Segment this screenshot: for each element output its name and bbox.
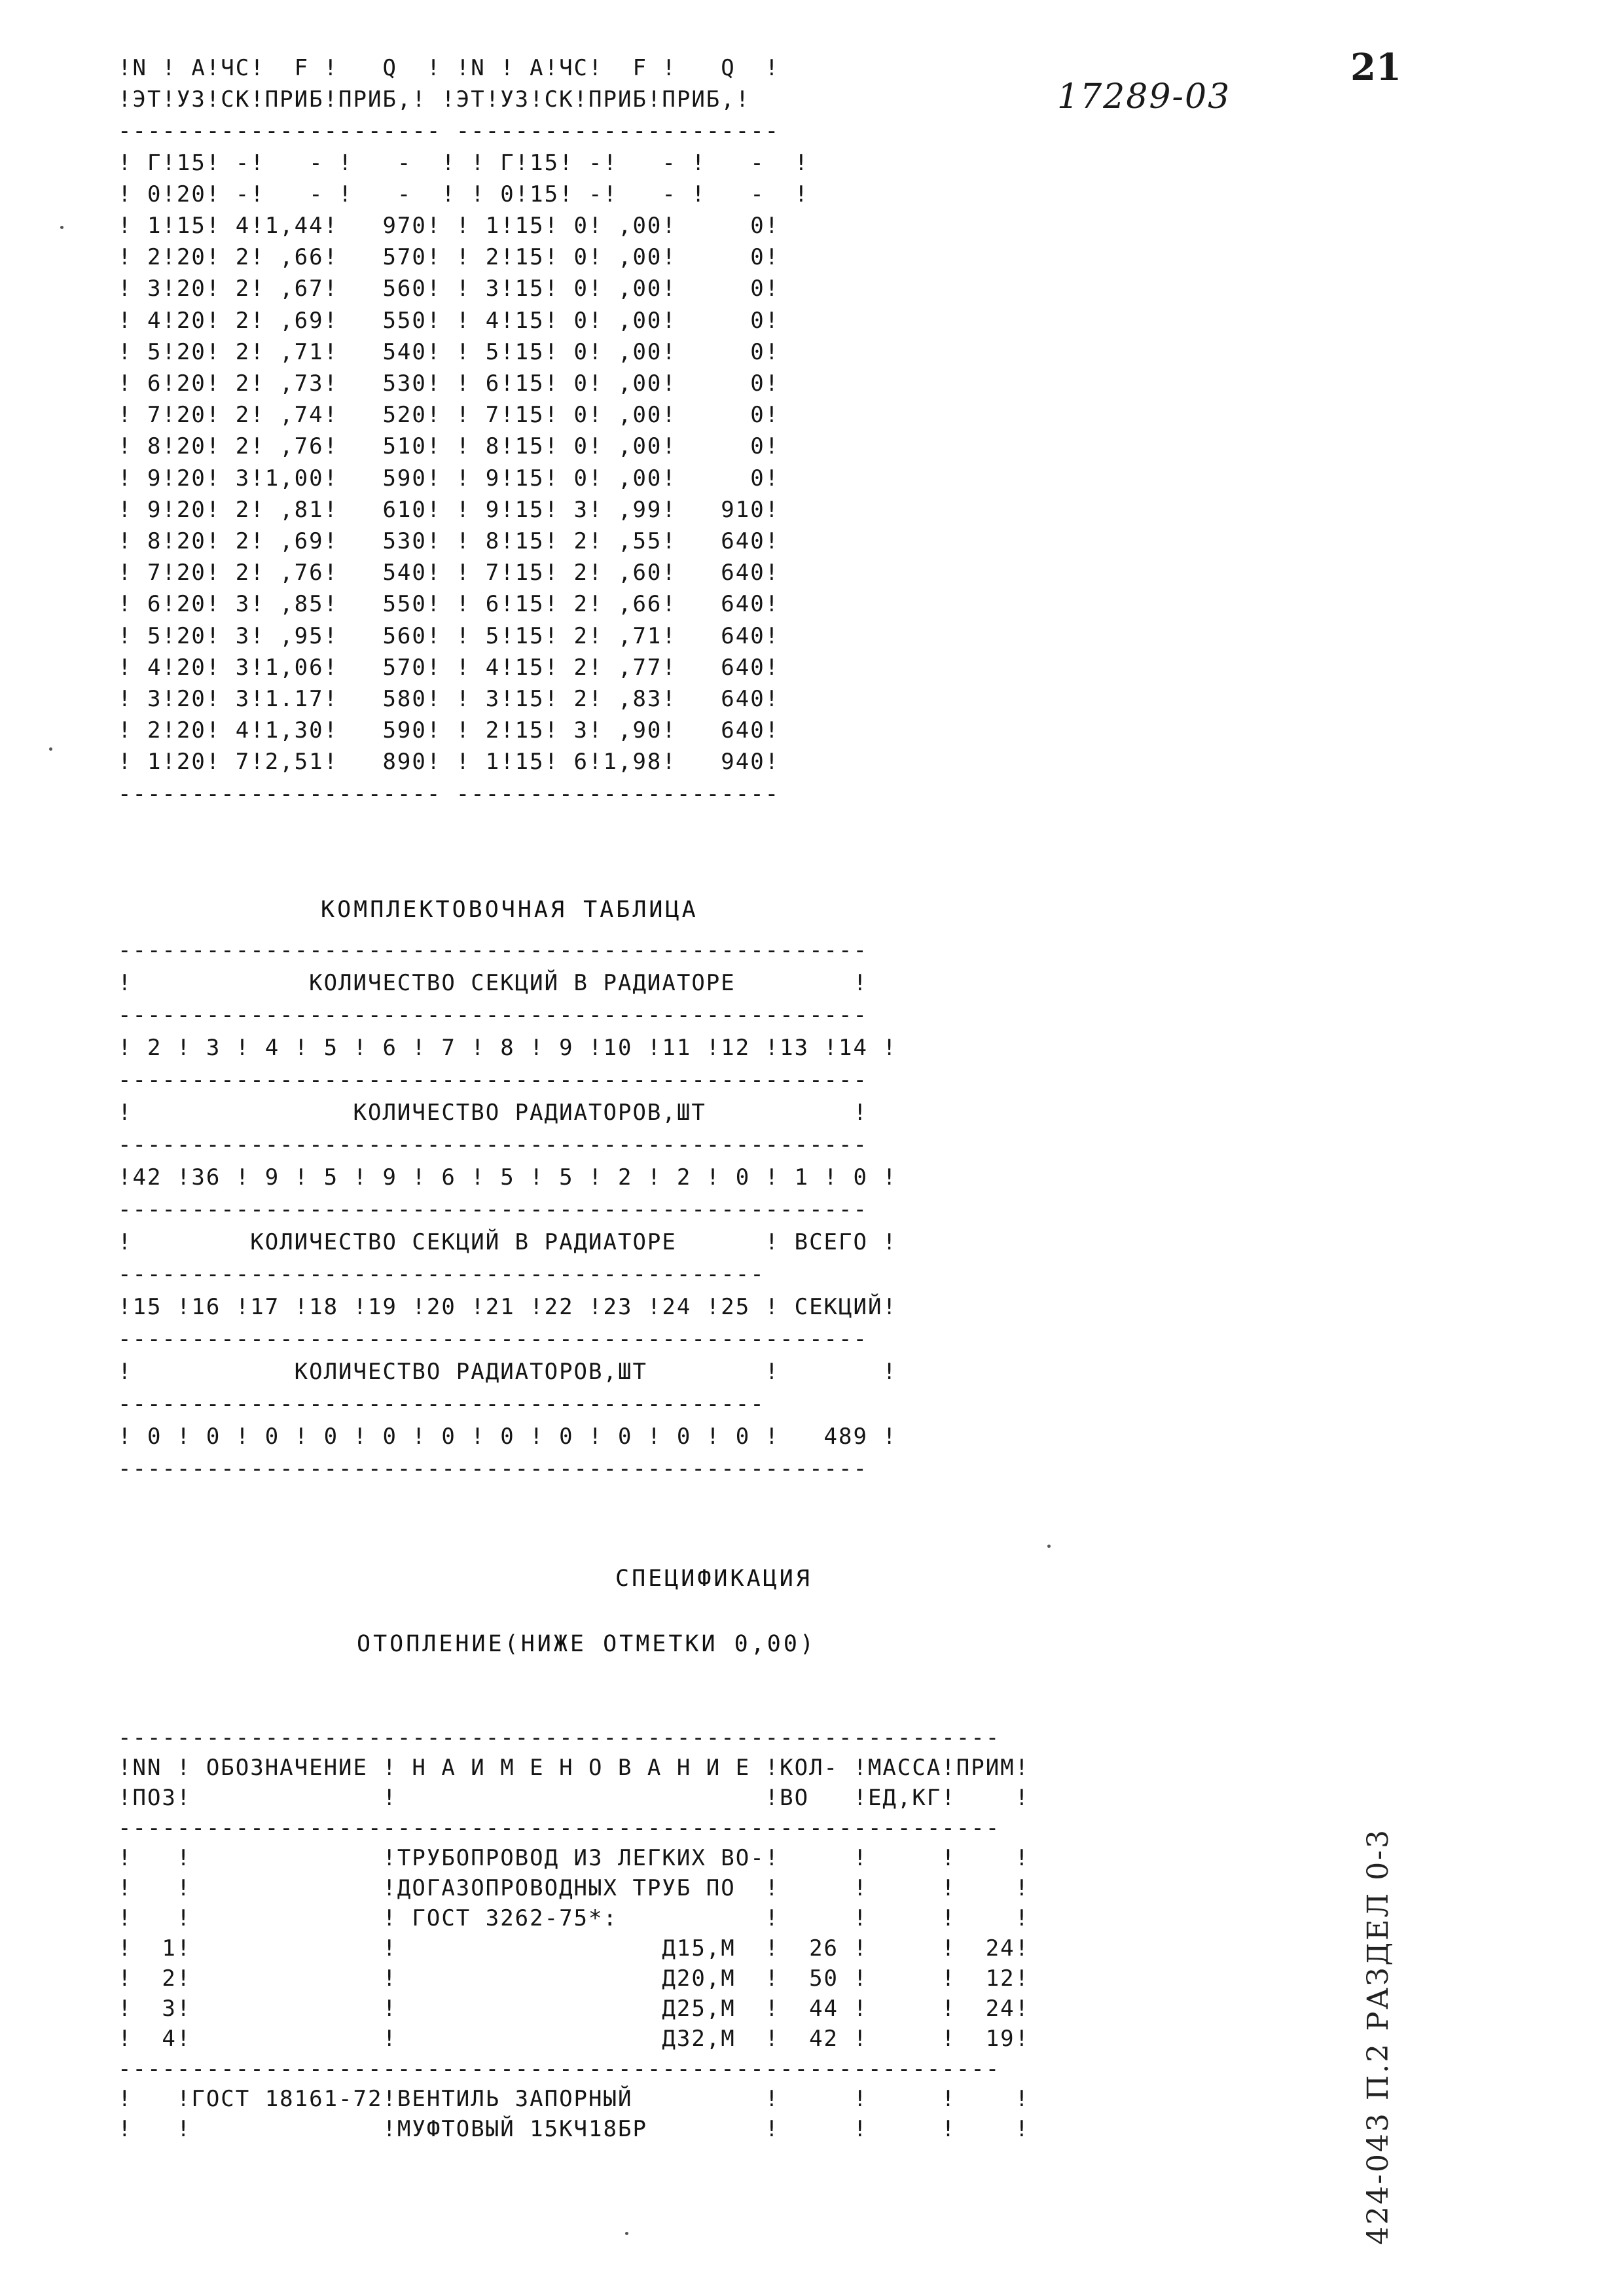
- scan-speck: [60, 226, 63, 229]
- side-stamp-label: 424-043 П.2 РАЗДЕЛ 0-3: [1362, 1828, 1395, 2245]
- scan-speck: [1047, 1545, 1051, 1548]
- scan-speck: [625, 2232, 628, 2235]
- page-number: 21: [1350, 46, 1401, 89]
- spec-subtitle: ОТОПЛЕНИЕ(НИЖЕ ОТМЕТКИ 0,00): [357, 1631, 817, 1657]
- kompl-table-title: КОМПЛЕКТОВОЧНАЯ ТАБЛИЦА: [321, 897, 698, 923]
- spec-title: СПЕЦИФИКАЦИЯ: [615, 1566, 812, 1592]
- document-code: 17289-03: [1057, 77, 1231, 116]
- scan-speck: [49, 747, 52, 751]
- kompl-table: --------------------------------------------------- ! КОЛИЧЕСТВО СЕКЦИЙ В РАДИАТОРЕ ! --------------------------------------------------- ! 2 ! 3 ! 4 ! 5 ! 6 ! 7 ! 8 ! 9 !10 !11 !12 !13 !14 ! --------------------------------------------------- ! КОЛИЧЕСТВО РАДИАТОРОВ,ШТ ! --------------------------------------------------- !42 !36 ! 9 ! 5 ! 9 ! 6 ! 5 ! 5 ! 2 ! 2 ! 0 ! 1 ! 0 ! --------------------------------------------------- ! КОЛИЧЕСТВО СЕКЦИЙ В РАДИАТОРЕ ! ВСЕГО ! -------------------------------------------- !15 !16 !17 !18 !19 !20 !21 !22 !23 !24 !25 ! СЕКЦИЙ! --------------------------------------------------- ! КОЛИЧЕСТВО РАДИАТОРОВ,ШТ ! ! -------------------------------------------- ! 0 ! 0 ! 0 ! 0 ! 0 ! 0 ! 0 ! 0 ! 0 ! 0 ! 0 ! 489 ! ---------------------------------------------------: [118, 937, 897, 1482]
- floor-distribution-table: !N ! А!ЧС! F ! Q ! !N ! А!ЧС! F ! Q ! !ЭТ!УЗ!СК!ПРИБ!ПРИБ,! !ЭТ!УЗ!СК!ПРИБ!ПРИБ,! ---------------------- ---------------------- ! Г!15! -! - ! - ! ! Г!15! -! - ! - ! ! 0!20! -! - ! - ! ! 0!15! -! - ! - ! ! 1!15! 4!1,44! 970! ! 1!15! 0! ,00! 0! ! 2!20! 2! ,66! 570! ! 2!15! 0! ,00! 0! ! 3!20! 2! ,67! 560! ! 3!15! 0! ,00! 0! ! 4!20! 2! ,69! 550! ! 4!15! 0! ,00! 0! ! 5!20! 2! ,71! 540! ! 5!15! 0! ,00! 0! ! 6!20! 2! ,73! 530! ! 6!15! 0! ,00! 0! ! 7!20! 2! ,74! 520! ! 7!15! 0! ,00! 0! ! 8!20! 2! ,76! 510! ! 8!15! 0! ,00! 0! ! 9!20! 3!1,00! 590! ! 9!15! 0! ,00! 0! ! 9!20! 2! ,81! 610! ! 9!15! 3! ,99! 910! ! 8!20! 2! ,69! 530! ! 8!15! 2! ,55! 640! ! 7!20! 2! ,76! 540! ! 7!15! 2! ,60! 640! ! 6!20! 3! ,85! 550! ! 6!15! 2! ,66! 640! ! 5!20! 3! ,95! 560! ! 5!15! 2! ,71! 640! ! 4!20! 3!1,06! 570! ! 4!15! 2! ,77! 640! ! 3!20! 3!1.17! 580! ! 3!15! 2! ,83! 640! ! 2!20! 4!1,30! 590! ! 2!15! 3! ,90! 640! ! 1!20! 7!2,51! 890! ! 1!15! 6!1,98! 940! ---------------------- ----------------------: [118, 55, 810, 807]
- spec-table: ------------------------------------------------------------ !NN ! ОБОЗНАЧЕНИЕ ! Н А И М Е Н О В А Н И Е !КОЛ- !МАССА!ПРИМ! !ПОЗ! ! !ВО !ЕД,КГ! ! ------------------------------------------------------------ ! ! !ТРУБОПРОВОД ИЗ ЛЕГКИХ ВО-! ! ! ! ! ! !ДОГАЗОПРОВОДНЫХ ТРУБ ПО ! ! ! ! ! ! ! ГОСТ 3262-75*: ! ! ! ! ! 1! ! Д15,М ! 26 ! ! 24! ! 2! ! Д20,М ! 50 ! ! 12! ! 3! ! Д25,М ! 44 ! ! 24! ! 4! ! Д32,М ! 42 ! ! 19! ------------------------------------------------------------ ! !ГОСТ 18161-72!ВЕНТИЛЬ ЗАПОРНЫЙ ! ! ! ! ! ! !МУФТОВЫЙ 15КЧ18БР ! ! ! !: [118, 1725, 1030, 2142]
